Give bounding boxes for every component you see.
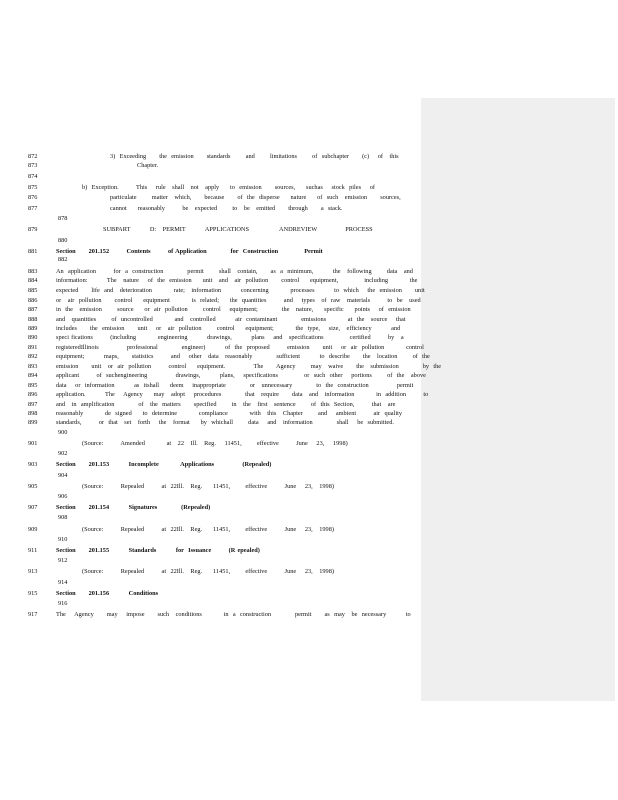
line-number: 886 <box>28 297 38 304</box>
body-text-line: Chapter. <box>137 162 159 169</box>
body-text-line: and quantities of uncontrolled and controlled air contaminant emissions at the source that <box>56 316 406 323</box>
body-text-line: registeredIllinois professional engineer) of the proposed emission unit or air pollution control <box>56 344 424 351</box>
line-number: 880 <box>58 237 68 244</box>
line-number: 885 <box>28 287 38 294</box>
line-number: 894 <box>28 372 38 379</box>
line-number: 895 <box>28 382 38 389</box>
line-number: 901 <box>28 440 38 447</box>
body-text-line: information: The nature of the emission unit and air pollution control equipment, including the <box>56 277 418 284</box>
line-number: 913 <box>28 568 38 575</box>
line-number: 873 <box>28 162 38 169</box>
line-number: 907 <box>28 504 38 511</box>
body-text-line: or air pollution control equipment is related; the quantities and types of raw materials to be used <box>56 297 421 304</box>
line-number: 898 <box>28 410 38 417</box>
body-text-line: equipment; maps, statistics and other data reasonably sufficient to describe the location of the <box>56 353 430 360</box>
line-number: 904 <box>58 472 68 479</box>
body-text-line: (Source: Amended at 22 Ill. Reg. 11451, effective June 23, 1998) <box>82 440 348 447</box>
line-number: 911 <box>28 547 38 554</box>
line-number: 899 <box>28 419 38 426</box>
line-number: 914 <box>58 579 68 586</box>
body-text-line: data or information as itshall deem inappropriate or unnecessary to the construction permit <box>56 382 414 389</box>
body-text-line: application. The Agency may adopt procedures that require data and information in addition to <box>56 391 429 398</box>
section-heading: Section 201.152 Contents of Application for Construction Permit <box>56 248 323 255</box>
body-text-line: SUBPART D: PERMIT APPLICATIONS ANDREVIEW PROCESS <box>103 226 373 233</box>
line-number: 889 <box>28 325 38 332</box>
line-number: 883 <box>28 268 38 275</box>
line-number: 909 <box>28 526 38 533</box>
line-number: 915 <box>28 590 38 597</box>
line-number: 874 <box>28 173 38 180</box>
line-number: 903 <box>28 461 38 468</box>
line-number: 891 <box>28 344 38 351</box>
line-number: 882 <box>58 256 68 263</box>
line-number: 910 <box>58 536 68 543</box>
body-text-line: cannot reasonably be expected to be emitted through a stack. <box>110 205 343 212</box>
line-number: 897 <box>28 401 38 408</box>
line-number: 893 <box>28 363 38 370</box>
line-number: 900 <box>58 429 68 436</box>
body-text-line: The Agency may impose such conditions in a construction permit as may be necessary to <box>56 611 411 618</box>
body-text-line: applicant of suchengineering drawings, plans, specifications or such other portions of the above <box>56 372 426 379</box>
line-number: 906 <box>58 493 68 500</box>
body-text-line: standards, or that set forth the format by whichall data and information shall be submitted. <box>56 419 394 426</box>
line-number: 892 <box>28 353 38 360</box>
section-heading: Section 201.154 Signatures (Repealed) <box>56 504 211 511</box>
comment-margin-pane <box>421 98 615 701</box>
body-text-line: (Source: Repealed at 22Ill. Reg. 11451, effective June 23, 1998) <box>82 483 334 490</box>
line-number: 916 <box>58 600 68 607</box>
section-heading: Section 201.153 Incomplete Applications (Repealed) <box>56 461 272 468</box>
line-number: 917 <box>28 611 38 618</box>
body-text-line: particulate matter which, because of the disperse nature of such emission sources, <box>110 194 401 201</box>
section-heading: Section 201.155 Standards for Issuance (R epealed) <box>56 547 260 554</box>
body-text-line: (Source: Repealed at 22Ill. Reg. 11451, effective June 23, 1998) <box>82 526 334 533</box>
section-heading: Section 201.156 Conditions <box>56 590 159 597</box>
body-text-line: (Source: Repealed at 22Ill. Reg. 11451, effective June 23, 1998) <box>82 568 334 575</box>
line-number: 912 <box>58 557 68 564</box>
body-text-line: reasonably de signed to determine compliance with this Chapter and ambient air quality <box>56 410 402 417</box>
body-text-line: speci fications (including engineering drawings, plans and specifications certified by a <box>56 334 404 341</box>
body-text-line: includes the emission unit or air pollution control equipment; the type, size, efficiency and <box>56 325 401 332</box>
body-text-line: An application for a construction permit shall contain, as a minimum, the following data and <box>56 268 413 275</box>
line-number: 902 <box>58 450 68 457</box>
line-number: 890 <box>28 334 38 341</box>
body-text-line: expected life and deterioration rate; information concerning processes to which the emission unit <box>56 287 425 294</box>
line-number: 888 <box>28 316 38 323</box>
line-number: 875 <box>28 184 38 191</box>
line-number: 908 <box>58 514 68 521</box>
line-number: 876 <box>28 194 38 201</box>
line-number: 872 <box>28 153 38 160</box>
line-number: 881 <box>28 248 38 255</box>
body-text-line: 3) Exceeding the emission standards and limitations of subchapter (c) of this <box>110 153 399 160</box>
line-number: 896 <box>28 391 38 398</box>
body-text-line: in the emission source or air pollution control equipment; the nature, specific points of emission <box>56 306 411 313</box>
line-number: 884 <box>28 277 38 284</box>
line-number: 879 <box>28 226 38 233</box>
body-text-line: and in amplification of the matters specified in the first sentence of this Section, that are <box>56 401 396 408</box>
line-number: 878 <box>58 215 68 222</box>
body-text-line: emission unit or air pollution control equipment. The Agency may waive the submission by the <box>56 363 442 370</box>
line-number: 887 <box>28 306 38 313</box>
body-text-line: b) Exception. This rule shall not apply to emission sources, suchas stock piles of <box>82 184 375 191</box>
line-number: 877 <box>28 205 38 212</box>
line-number: 905 <box>28 483 38 490</box>
